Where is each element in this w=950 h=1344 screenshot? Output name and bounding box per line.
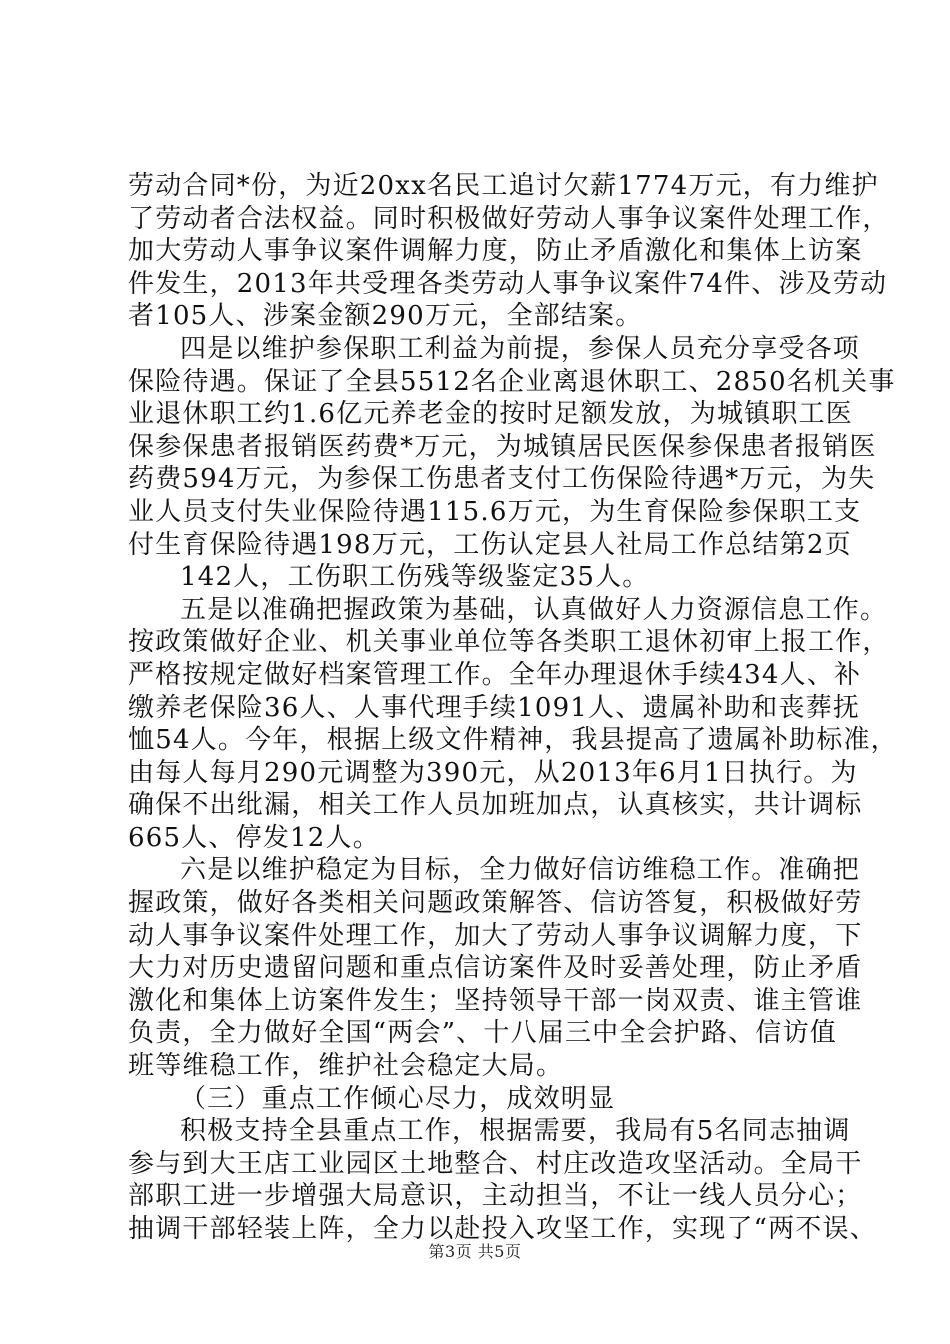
text-line: 665人、停发12人。 — [128, 822, 380, 853]
text-line: 了劳动者合法权益。同时积极做好劳动人事争议案件处理工作， — [128, 203, 890, 234]
text-line: 激化和集体上访案件发生；坚持领导干部一岗双责、谁主管谁 — [128, 985, 863, 1016]
document-body — [128, 170, 898, 1246]
text-line: 药费594万元，为参保工伤患者支付工伤保险待遇*万元，为失 — [128, 464, 876, 495]
text-line: （三）重点工作倾心尽力，成效明显 — [180, 1083, 616, 1114]
text-line: 抽调干部轻装上阵，全力以赴投入攻坚工作，实现了“两不误、 — [128, 1214, 877, 1244]
text-line: 142人，工伤职工伤残等级鉴定35人。 — [180, 562, 650, 593]
text-line: 负责，全力做好全国“两会”、十八届三中全会护路、信访值 — [128, 1018, 837, 1049]
text-line: 件发生，2013年共受理各类劳动人事争议案件74件、涉及劳动 — [128, 268, 888, 299]
text-line: 缴养老保险36人、人事代理手续1091人、遗属补助和丧葬抚 — [128, 692, 861, 723]
text-line: 付生育保险待遇198万元，工伤认定县人社局工作总结第2页 — [128, 529, 852, 560]
text-line: 加大劳动人事争议案件调解力度，防止矛盾激化和集体上访案 — [128, 236, 863, 267]
text-line: 参与到大王店工业园区土地整合、村庄改造攻坚活动。全局干 — [128, 1148, 863, 1179]
text-line: 六是以维护稳定为目标，全力做好信访维稳工作。准确把 — [180, 855, 861, 886]
text-line: 者105人、涉案金额290万元，全部结案。 — [128, 301, 643, 332]
text-line: 大力对历史遗留问题和重点信访案件及时妥善处理，防止矛盾 — [128, 953, 863, 984]
text-line: 动人事争议案件处理工作，加大了劳动人事争议调解力度，下 — [128, 920, 863, 951]
text-line: 部职工进一步增强大局意识，主动担当，不让一线人员分心； — [128, 1181, 863, 1212]
text-line: 五是以准确把握政策为基础，认真做好人力资源信息工作。 — [180, 594, 888, 625]
text-line: 积极支持全县重点工作，根据需要，我局有5名同志抽调 — [180, 1116, 851, 1147]
text-line: 严格按规定做好档案管理工作。全年办理退休手续434人、补 — [128, 659, 862, 690]
text-line: 班等维稳工作，维护社会稳定大局。 — [128, 1051, 564, 1082]
text-line: 恤54人。今年，根据上级文件精神，我县提高了遗属补助标准， — [128, 725, 898, 756]
text-line: 四是以维护参保职工利益为前提，参保人员充分享受各项 — [180, 333, 861, 364]
text-line: 业人员支付失业保险待遇115.6万元，为生育保险参保职工支 — [128, 496, 862, 527]
text-line: 业退休职工约1.6亿元养老金的按时足额发放，为城镇职工医 — [128, 399, 853, 430]
text-line: 保参保患者报销医药费*万元，为城镇居民医保参保患者报销医 — [128, 431, 877, 462]
text-line: 保险待遇。保证了全县5512名企业离退休职工、2850名机关事 — [128, 366, 896, 397]
text-line: 按政策做好企业、机关事业单位等各类职工退休初审上报工作， — [128, 627, 890, 658]
text-line: 劳动合同*份，为近20xx名民工追讨欠薪1774万元，有力维护 — [128, 171, 879, 201]
text-line: 由每人每月290元调整为390元，从2013年6月1日执行。为 — [128, 757, 858, 788]
text-line: 握政策，做好各类相关问题政策解答、信访答复，积极做好劳 — [128, 888, 863, 919]
page-footer: 第3页 共5页 — [428, 1242, 522, 1261]
text-line: 确保不出纰漏，相关工作人员加班加点，认真核实，共计调标 — [128, 790, 863, 821]
